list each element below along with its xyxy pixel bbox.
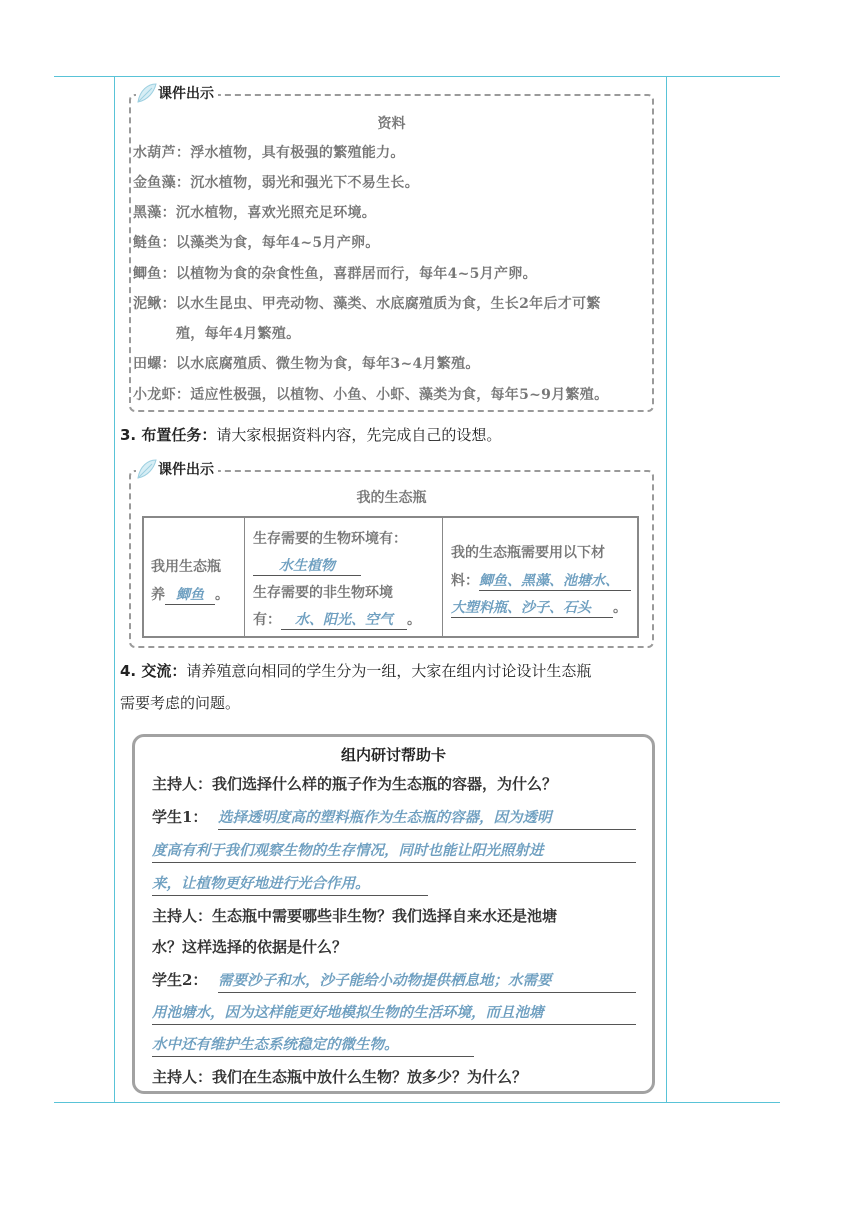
eco-cell3-suffix: 。 bbox=[613, 600, 627, 616]
eco-box-tag-label: 课件出示 bbox=[158, 462, 214, 478]
eco-cell2-answer2: 水、阳光、空气 bbox=[281, 609, 407, 630]
resource-line: 金鱼藻：沉水植物，弱光和强光下不易生长。 bbox=[133, 175, 419, 191]
eco-cell-environment bbox=[245, 518, 443, 636]
help-card-title: 组内研讨帮助卡 bbox=[340, 746, 446, 764]
help-card-student-1-answer: 来，让植物更好地进行光合作用。 bbox=[152, 872, 428, 896]
eco-cell3-line1: 我的生态瓶需要用以下材 bbox=[451, 545, 605, 561]
resource-box-tag bbox=[136, 82, 218, 104]
step-3 bbox=[120, 424, 501, 445]
eco-cell1-suffix: 。 bbox=[215, 587, 229, 603]
eco-cell2-line3 bbox=[253, 609, 421, 630]
resource-line: 田螺：以水底腐殖质、微生物为食，每年3~4月繁殖。 bbox=[133, 356, 480, 372]
help-card-student-2-answer: 水中还有维护生态系统稳定的微生物。 bbox=[152, 1033, 474, 1057]
step-4-line2: 需要考虑的问题。 bbox=[120, 694, 241, 712]
eco-cell3-answer1: 鲫鱼、黑藻、池塘水、 bbox=[479, 570, 631, 591]
eco-cell2-suffix: 。 bbox=[407, 612, 421, 628]
eco-cell2-answer1: 水生植物 bbox=[253, 555, 361, 576]
resource-title: 资料 bbox=[377, 116, 406, 132]
resource-line: 水葫芦：浮水植物，具有极强的繁殖能力。 bbox=[133, 145, 405, 161]
eco-cell1-text-b: 养 bbox=[151, 587, 165, 603]
eco-table bbox=[142, 516, 639, 638]
resource-line: 殖，每年4月繁殖。 bbox=[176, 326, 301, 342]
frame-left-col-line bbox=[114, 76, 115, 1102]
step-3-label: 3. 布置任务： bbox=[120, 426, 217, 444]
eco-title: 我的生态瓶 bbox=[356, 490, 427, 506]
resource-line: 鲢鱼：以藻类为食，每年4~5月产卵。 bbox=[133, 235, 380, 251]
eco-cell1-answer: 鲫鱼 bbox=[165, 584, 215, 605]
help-card-student-1-label: 学生1： bbox=[152, 808, 208, 826]
step-4-label: 4. 交流： bbox=[120, 662, 187, 680]
help-card-student-1-answer: 度高有利于我们观察生物的生存情况，同时也能让阳光照射进 bbox=[152, 839, 636, 863]
frame-bottom-line bbox=[54, 1102, 780, 1103]
resource-line: 小龙虾：适应性极强，以植物、小鱼、小虾、藻类为食，每年5~9月繁殖。 bbox=[133, 387, 609, 403]
eco-cell3-line2-prefix: 料： bbox=[451, 573, 479, 589]
resource-line: 泥鳅：以水生昆虫、甲壳动物、藻类、水底腐殖质为食，生长2年后才可繁 bbox=[133, 296, 601, 312]
leaf-icon bbox=[136, 82, 158, 104]
eco-cell-animal bbox=[144, 518, 245, 636]
eco-cell-materials bbox=[443, 518, 637, 636]
resource-line: 黑藻：沉水植物，喜欢光照充足环境。 bbox=[133, 205, 377, 221]
eco-cell3-answer2: 大塑料瓶、沙子、石头 bbox=[451, 597, 613, 618]
step-4-text-1: 请养殖意向相同的学生分为一组，大家在组内讨论设计生态瓶 bbox=[186, 662, 592, 680]
help-card-host-2-cont: 水？这样选择的依据是什么？ bbox=[152, 938, 348, 956]
resource-line: 鲫鱼：以植物为食的杂食性鱼，喜群居而行，每年4~5月产卵。 bbox=[133, 266, 537, 282]
help-card-student-2-answer: 用池塘水，因为这样能更好地模拟生物的生活环境，而且池塘 bbox=[152, 1001, 636, 1025]
help-card-host-2: 主持人：生态瓶中需要哪些非生物？我们选择自来水还是池塘 bbox=[152, 907, 558, 925]
step-3-text: 请大家根据资料内容，先完成自己的设想。 bbox=[216, 426, 502, 444]
eco-cell3-line3 bbox=[451, 597, 627, 618]
resource-box-tag-label: 课件出示 bbox=[158, 86, 214, 102]
frame-top-line bbox=[54, 76, 780, 77]
eco-cell2-line1: 生存需要的生物环境有： bbox=[253, 531, 407, 547]
help-card-student-2-label: 学生2： bbox=[152, 971, 208, 989]
frame-right-col-line bbox=[666, 76, 667, 1102]
help-card-host-3: 主持人：我们在生态瓶中放什么生物？放多少？为什么？ bbox=[152, 1068, 528, 1086]
help-card-host-1: 主持人：我们选择什么样的瓶子作为生态瓶的容器，为什么？ bbox=[152, 775, 558, 793]
eco-cell2-answer1-row bbox=[253, 555, 361, 576]
eco-cell1-line2 bbox=[151, 584, 229, 605]
eco-cell2-line2: 生存需要的非生物环境 bbox=[253, 585, 393, 601]
leaf-icon bbox=[136, 458, 158, 480]
step-4-line1 bbox=[120, 660, 591, 681]
help-card-student-2-answer: 需要沙子和水，沙子能给小动物提供栖息地；水需要 bbox=[218, 969, 636, 993]
eco-cell2-line3-prefix: 有： bbox=[253, 612, 281, 628]
help-card-student-1-answer: 选择透明度高的塑料瓶作为生态瓶的容器，因为透明 bbox=[218, 806, 636, 830]
eco-box-tag bbox=[136, 458, 218, 480]
eco-cell3-line2 bbox=[451, 570, 631, 591]
eco-cell1-text-a: 我用生态瓶 bbox=[151, 559, 221, 575]
